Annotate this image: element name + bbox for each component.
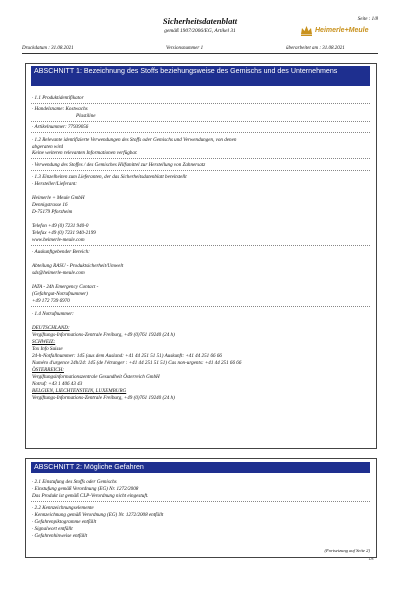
labelling-regulation: · Kennzeichnung gemäß Verordnung (EG) Nr. 1272/2008 entfällt [32, 512, 164, 518]
subsection-1-2: · 1.2 Relevante identifizierte Verwendungen des Stoffs oder Gemischs und Verwendungen, von denen [32, 137, 237, 143]
signal-word: · Signalwort entfällt [32, 526, 73, 532]
supplier-label: · Hersteller/Lieferant: [32, 181, 77, 187]
subsection-2-1: · 2.1 Einstufung des Stoffs oder Gemischs [32, 479, 117, 485]
document-title: Sicherheitsdatenblatt [162, 16, 238, 26]
separator [31, 103, 370, 104]
company-city: D-75179 Pforzheim [32, 209, 73, 215]
logo-text: Heimerle+Meule [315, 27, 369, 34]
revision-date: überarbeitet am : 31.08.2021 [286, 46, 345, 51]
germany-emergency: Vergiftungs-Informations-Zentrale Freiburg, +49 (0)761 19240 (24 h) [32, 332, 175, 338]
iata-contact: IATA - 24h Emergency Contact - [32, 284, 99, 290]
info-department-label: · Auskunftgebender Bereich: [32, 249, 90, 255]
trade-name-value: Plastiline [76, 113, 96, 119]
hazard-pictograms: · Gefahrenpiktogramme entfällt [32, 519, 97, 525]
usage-text: · Verwendung des Stoffes / des Gemisches Hilfsmittel zur Herstellung von Zahnersatz [32, 162, 206, 168]
subsection-1-2-cont: abgeraten wird [32, 144, 64, 150]
switzerland-emergency-de: 24-h-Notfallnummer: 145 (aus dem Ausland: +41 44 251 51 51) Auskunft: +41 44 251 66 66 [32, 353, 222, 359]
version-number: Versionsnummer 1 [166, 46, 204, 51]
iata-phone: +49 172 739 6970 [32, 298, 70, 304]
company-website[interactable]: www.heimerle-meule.com [32, 237, 85, 243]
company-street: Dennigstrasse 16 [32, 202, 68, 208]
separator [31, 170, 370, 171]
subsection-1-1: · 1.1 Produktidentifikator [32, 95, 84, 101]
austria-center: Vergiftungsinformationszentrale Gesundheit Österreich GmbH [32, 374, 160, 380]
article-number: · Artikelnummer: 77939056 [32, 124, 89, 130]
company-name: Heimerle + Meule GmbH [32, 195, 85, 201]
crown-icon [300, 24, 313, 37]
section-2-heading: ABSCHNITT 2: Mögliche Gefahren [31, 462, 370, 473]
switzerland-emergency-fr: Numéro d'urgence 24h/24: 145 (de l'étranger : +41 44 251 51 51) Cas non-urgents: +41 44 251 66 66 [32, 360, 242, 366]
document-subtitle: gemäß 1907/2006/EG, Artikel 31 [164, 28, 236, 34]
switzerland-tox-info: Tox Info Suisse [32, 346, 63, 352]
section-1-heading: ABSCHNITT 1: Bezeichnung des Stoffs beziehungsweise des Gemischs und des Unternehmens [31, 66, 370, 86]
benelux-emergency: Vergiftungs-Informations-Zentrale Freiburg, +49 (0)761 19240 (24 h) [32, 395, 175, 401]
company-fax: Telefax +49 (0) 7231 940-2199 [32, 230, 96, 236]
switzerland-label: SCHWEIZ: [32, 339, 56, 345]
subsection-1-4: · 1.4 Notrufnummer: [32, 311, 74, 317]
print-date: Druckdatum : 31.08.2021 [22, 46, 74, 51]
austria-emergency: Notruf: +43 1 406 43 43 [32, 381, 83, 387]
classification-result: Das Produkt ist gemäß CLP-Verordnung nicht eingestuft. [32, 493, 149, 499]
iata-hotline-label: (Gefahrgut-Notrufnummer) [32, 291, 88, 297]
separator [31, 306, 370, 307]
page-number: Seite : 1/8 [357, 17, 378, 22]
separator [31, 158, 370, 159]
continuation-note: (Fortsetzung auf Seite 2) [324, 548, 370, 553]
trade-name-label: · Handelsname: Kostwachs [32, 106, 88, 112]
separator [31, 501, 370, 502]
separator [31, 245, 370, 246]
department-email[interactable]: sds@heimerle-meule.com [32, 270, 85, 276]
subsection-2-2: · 2.2 Kennzeichnungselemente [32, 505, 94, 511]
company-phone: Telefon +49 (0) 7231 940-0 [32, 223, 89, 229]
austria-label: ÖSTERREICH: [32, 367, 64, 373]
classification-regulation: · Einstufung gemäß Verordnung (EG) Nr. 1272/2008 [32, 486, 139, 492]
language-mark: DE [368, 556, 374, 561]
germany-label: DEUTSCHLAND: [32, 325, 70, 331]
separator [31, 121, 370, 122]
department-name: Abteilung RASU - Produktsicherheit/Umwelt [32, 263, 124, 269]
hazard-statements: · Gefahrenhinweise entfällt [32, 533, 88, 539]
benelux-label: BELGIEN, LIECHTENSTEIN, LUXEMBURG [32, 388, 127, 394]
separator [31, 132, 370, 133]
header-divider [22, 53, 378, 54]
no-info-text: Keine weiteren relevanten Informationen verfügbar. [32, 150, 138, 156]
subsection-1-3: · 1.3 Einzelheiten zum Lieferanten, der das Sicherheitsdatenblatt bereitstellt [32, 174, 187, 180]
